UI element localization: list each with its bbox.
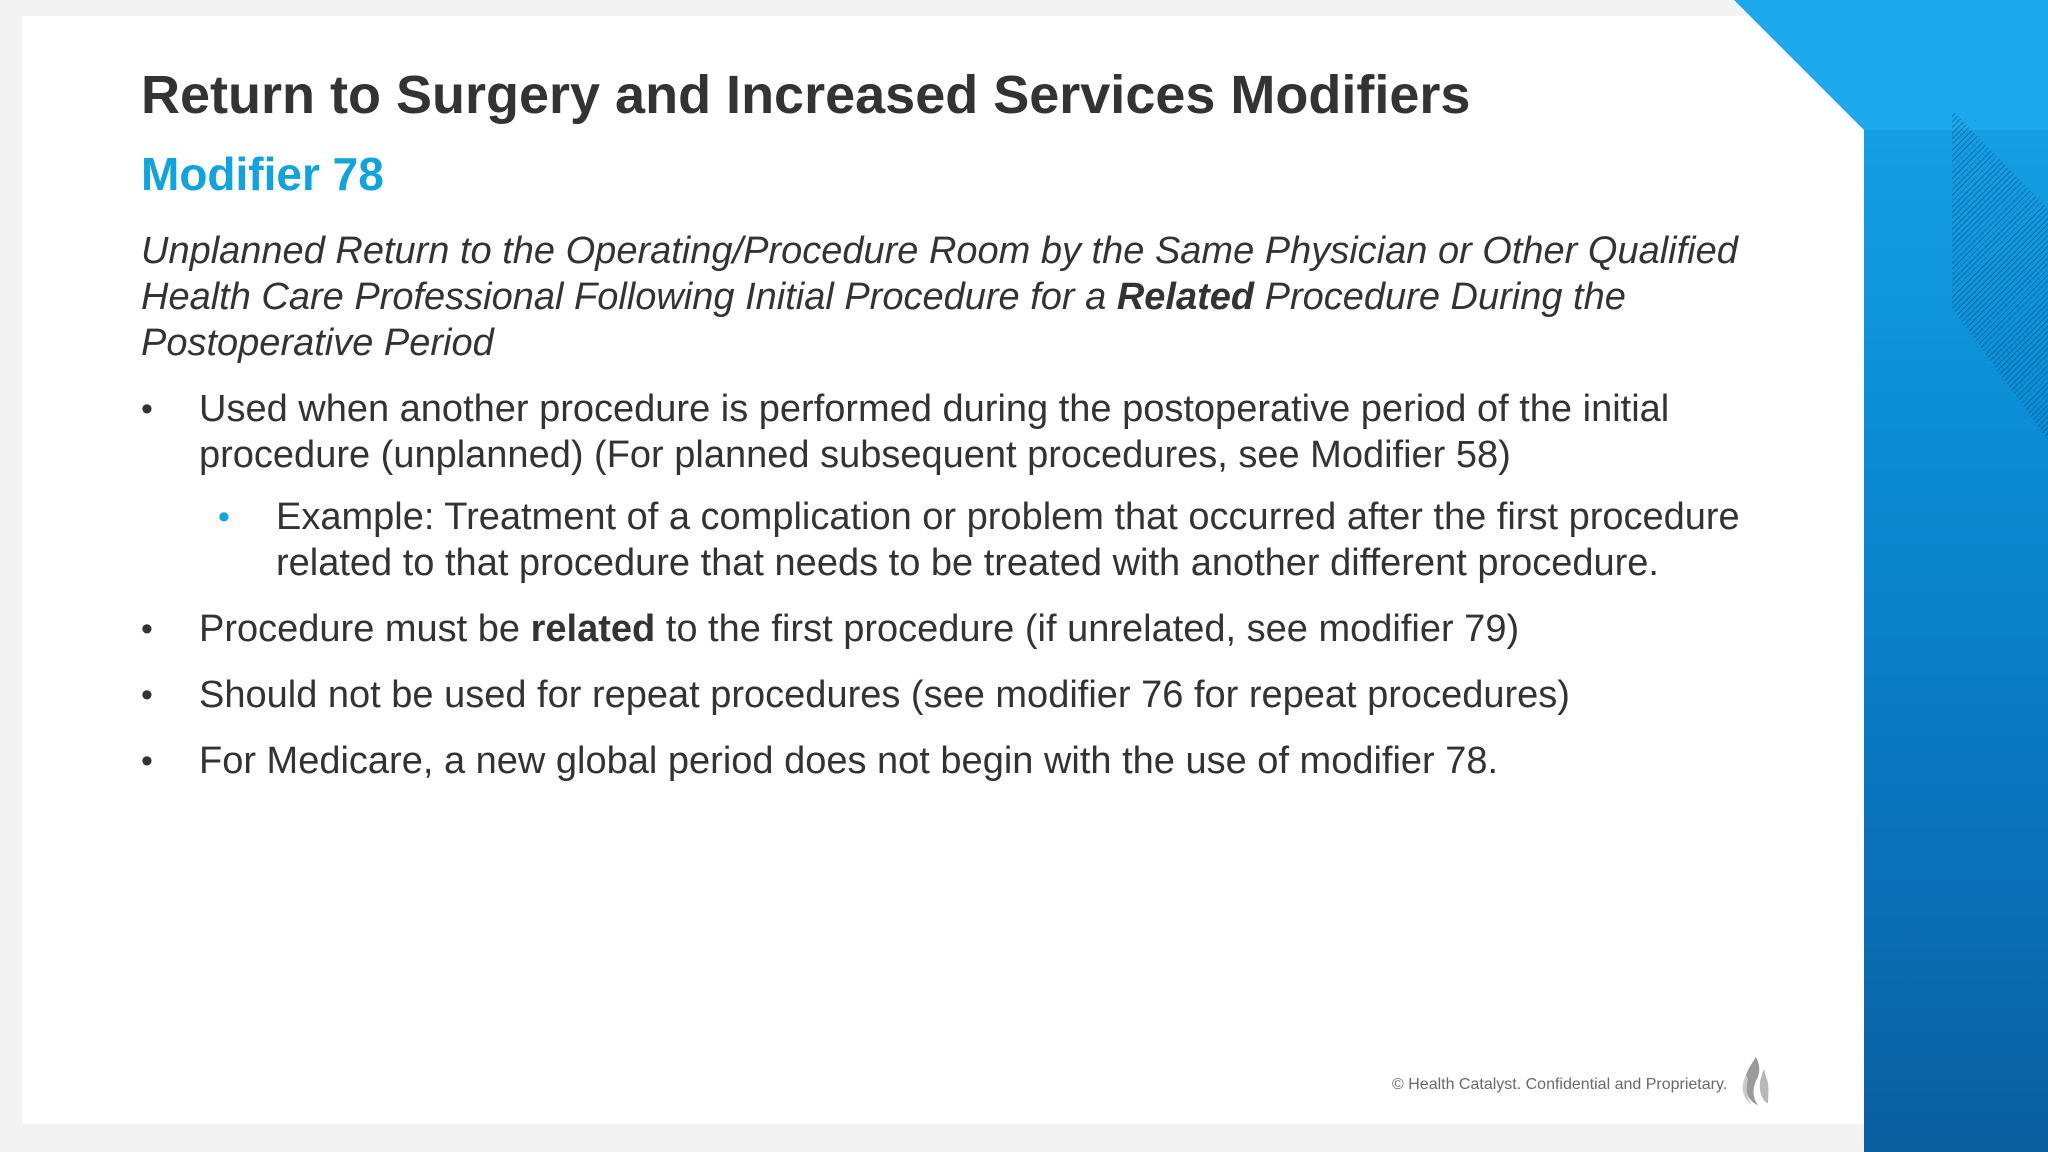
bullet-item <box>141 386 1761 586</box>
bullet-item <box>141 672 1761 718</box>
description-text-before: Unplanned Return to the Operating/Procedure Room by the Same Physician or Other Qualified Health Care Professional Following Initial Procedure for a <box>141 230 1738 318</box>
bullet-text-after: to the first procedure (if unrelated, see modifier 79) <box>655 608 1520 650</box>
sub-bullet-text: Example: Treatment of a complication or problem that occurred after the first procedure related to that procedure that needs to be treated with another different procedure. <box>276 496 1740 584</box>
bullet-list <box>141 386 1761 804</box>
flame-logo-icon <box>1738 1055 1772 1107</box>
modifier-description <box>141 228 1761 366</box>
bullet-item <box>141 738 1761 784</box>
sub-bullet-dot-icon: • <box>218 498 230 536</box>
bullet-dot-icon: • <box>141 676 153 714</box>
bullet-dot-icon: • <box>141 610 153 648</box>
description-text-after: Procedure During the Postoperative Period <box>141 276 1626 364</box>
bullet-item <box>141 606 1761 652</box>
bullet-bold-word: related <box>530 608 656 650</box>
decorative-corner <box>1864 0 2048 130</box>
slide-subtitle: Modifier 78 <box>141 148 384 200</box>
description-bold-word: Related <box>1116 276 1255 318</box>
footer-copyright: © Health Catalyst. Confidential and Proprietary. <box>1392 1076 1728 1093</box>
bullet-text-before: Procedure must be <box>199 608 531 650</box>
bullet-text: Should not be used for repeat procedures (see modifier 76 for repeat procedures) <box>199 674 1570 716</box>
bullet-text: Used when another procedure is performed during the postoperative period of the initial procedure (unplanned) (For planned subsequent procedures, see Modifier 58) <box>199 388 1670 476</box>
sub-bullet-list <box>199 494 1761 586</box>
bullet-dot-icon: • <box>141 390 153 428</box>
slide-title: Return to Surgery and Increased Services Modifiers <box>141 65 1471 125</box>
bullet-text: For Medicare, a new global period does not begin with the use of modifier 78. <box>199 740 1499 782</box>
decorative-corner-triangle <box>1734 0 1864 130</box>
bullet-dot-icon: • <box>141 742 153 780</box>
sub-bullet-item <box>199 494 1761 586</box>
